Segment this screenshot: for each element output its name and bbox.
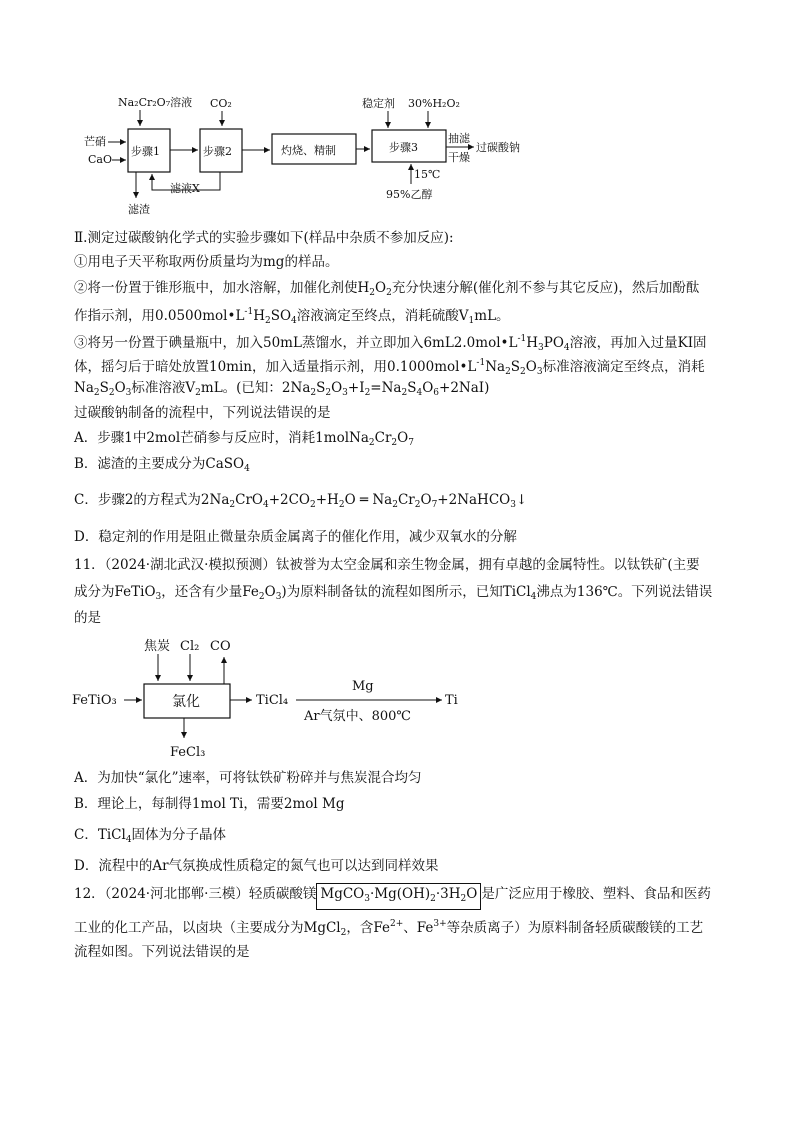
box-calcine-label: 灼烧、精制 [281, 144, 336, 157]
label-na2cr2o7: Na₂Cr₂O₇溶液 [118, 96, 193, 109]
q12-stem-line3: 流程如图。下列说法错误的是 [74, 944, 250, 960]
q11-stem-line3: 的是 [74, 610, 101, 626]
part2-step3-line3: $Na_2S_2O_3$标准溶液$V_2mL$。(已知：$2Na_2S_2O_3+I_2=Na_2S_4O_6+2NaI$) [74, 380, 490, 398]
part2-heading: Ⅱ.测定过碳酸钠化学式的实验步骤如下(样品中杂质不参加反应): [74, 230, 454, 246]
label-product: 过碳酸钠 [476, 141, 520, 154]
formula-bracket: $MgCO_3\cdot Mg(OH)_2\cdot 3H_2O$ [316, 883, 481, 910]
q10-option-b: B．滤渣的主要成分为CaSO$_4$ [74, 456, 250, 474]
label-ticl4: TiCl₄ [256, 693, 289, 708]
label-co: CO [210, 639, 231, 654]
label-stabilizer: 稳定剂 [362, 97, 395, 110]
box-step2-label: 步骤2 [203, 145, 232, 158]
label-suction-filter: 抽滤 [448, 132, 470, 145]
q11-option-a: A．为加快“氯化”速率，可将钛铁矿粉碎并与焦炭混合均匀 [74, 770, 422, 786]
part2-step2-line2: 作指示剂，用$0.0500mol•L^{-1}H_2SO_4$溶液滴定至终点，消耗硫酸$V_1mL$。 [74, 307, 510, 326]
label-cl2: Cl₂ [180, 639, 200, 654]
part2-question: 过碳酸钠制备的流程中，下列说法错误的是 [74, 405, 331, 421]
q10-option-d: D．稳定剂的作用是阻止微量杂质金属离子的催化作用，减少双氧水的分解 [74, 529, 517, 545]
label-cao: CaO [88, 153, 112, 166]
q10-option-a: A．步骤1中2mol芒硝参与反应时，消耗$1molNa_2Cr_2O_7$ [74, 430, 414, 448]
part2-step3-line2: 体，摇匀后于暗处放置10min，加入适量指示剂，用$0.1000mol•L^{-1}Na_2S_2O_3$标准溶液滴定至终点，消耗 [74, 358, 705, 377]
q11-option-c: C．TiCl$_4$固体为分子晶体 [74, 827, 227, 845]
label-co2: CO₂ [210, 97, 232, 110]
q10-option-c: C．步骤2的方程式为$2Na_2CrO_4+2CO_2+H_2O$ ═ $Na_2Cr_2O_7+2NaHCO_3↓$ [74, 492, 528, 510]
q11-option-d: D．流程中的Ar气氛换成性质稳定的氮气也可以达到同样效果 [74, 858, 439, 874]
label-mg: Mg [352, 679, 374, 694]
part2-step2-line1: ②将一份置于锥形瓶中，加水溶解，加催化剂使$H_2O_2$充分快速分解(催化剂不参与其它反应)，然后加酚酞 [74, 280, 700, 298]
label-fecl3: FeCl₃ [170, 745, 206, 760]
q11-stem-line1: 11．（2024·湖北武汉·模拟预测）钛被誉为太空金属和亲生物金属，拥有卓越的金属特性。以钛铁矿(主要 [74, 557, 700, 573]
q12-stem-line2: 工业的化工产品，以卤块（主要成分为MgCl$_2$，含$Fe^{2+}$、$Fe^{3+}$等杂质离子）为原料制备轻质碳酸镁的工艺 [74, 919, 704, 938]
label-temp: 15℃ [414, 168, 441, 181]
titanium-flow-diagram [70, 632, 490, 764]
label-mangxiao: 芒硝 [84, 135, 106, 148]
label-h2o2: 30%H₂O₂ [408, 97, 460, 110]
label-drying: 干燥 [448, 151, 470, 164]
q11-option-b: B．理论上，每制得1mol Ti，需要2mol Mg [74, 796, 345, 812]
label-ethanol: 95%乙醇 [386, 188, 433, 201]
label-fetio3: FeTiO₃ [72, 693, 117, 708]
percarbonate-flow-diagram [80, 92, 550, 222]
part2-step3-line1: ③将另一份置于碘量瓶中，加入50mL蒸馏水，并立即加入$6mL2.0mol•L^{-1}H_3PO_4$溶液，再加入过量KI固 [74, 334, 707, 353]
part2-step1: ①用电子天平称取两份质量均为mg的样品。 [74, 254, 339, 270]
q11-stem-line2: 成分为FeTiO$_3$，还含有少量$Fe_2O_3$)为原料制备钛的流程如图所示，已知TiCl$_4$沸点为136℃。下列说法错误 [74, 584, 713, 602]
box-chlorination-label: 氯化 [172, 694, 200, 710]
label-ti: Ti [445, 693, 458, 708]
box-step1-label: 步骤1 [131, 145, 160, 158]
label-coke: 焦炭 [144, 639, 171, 654]
label-residue: 滤渣 [128, 203, 150, 216]
q12-stem-line1: 12．（2024·河北邯郸·三模）轻质碳酸镁 $MgCO_3\cdot Mg(OH)_2\cdot 3H_2O$ 是广泛应用于橡胶、塑料、食品和医药 [74, 883, 764, 910]
label-filtrate: 滤液X [170, 182, 200, 195]
box-step3-label: 步骤3 [389, 141, 418, 154]
label-condition: Ar气氛中、800℃ [304, 709, 411, 724]
